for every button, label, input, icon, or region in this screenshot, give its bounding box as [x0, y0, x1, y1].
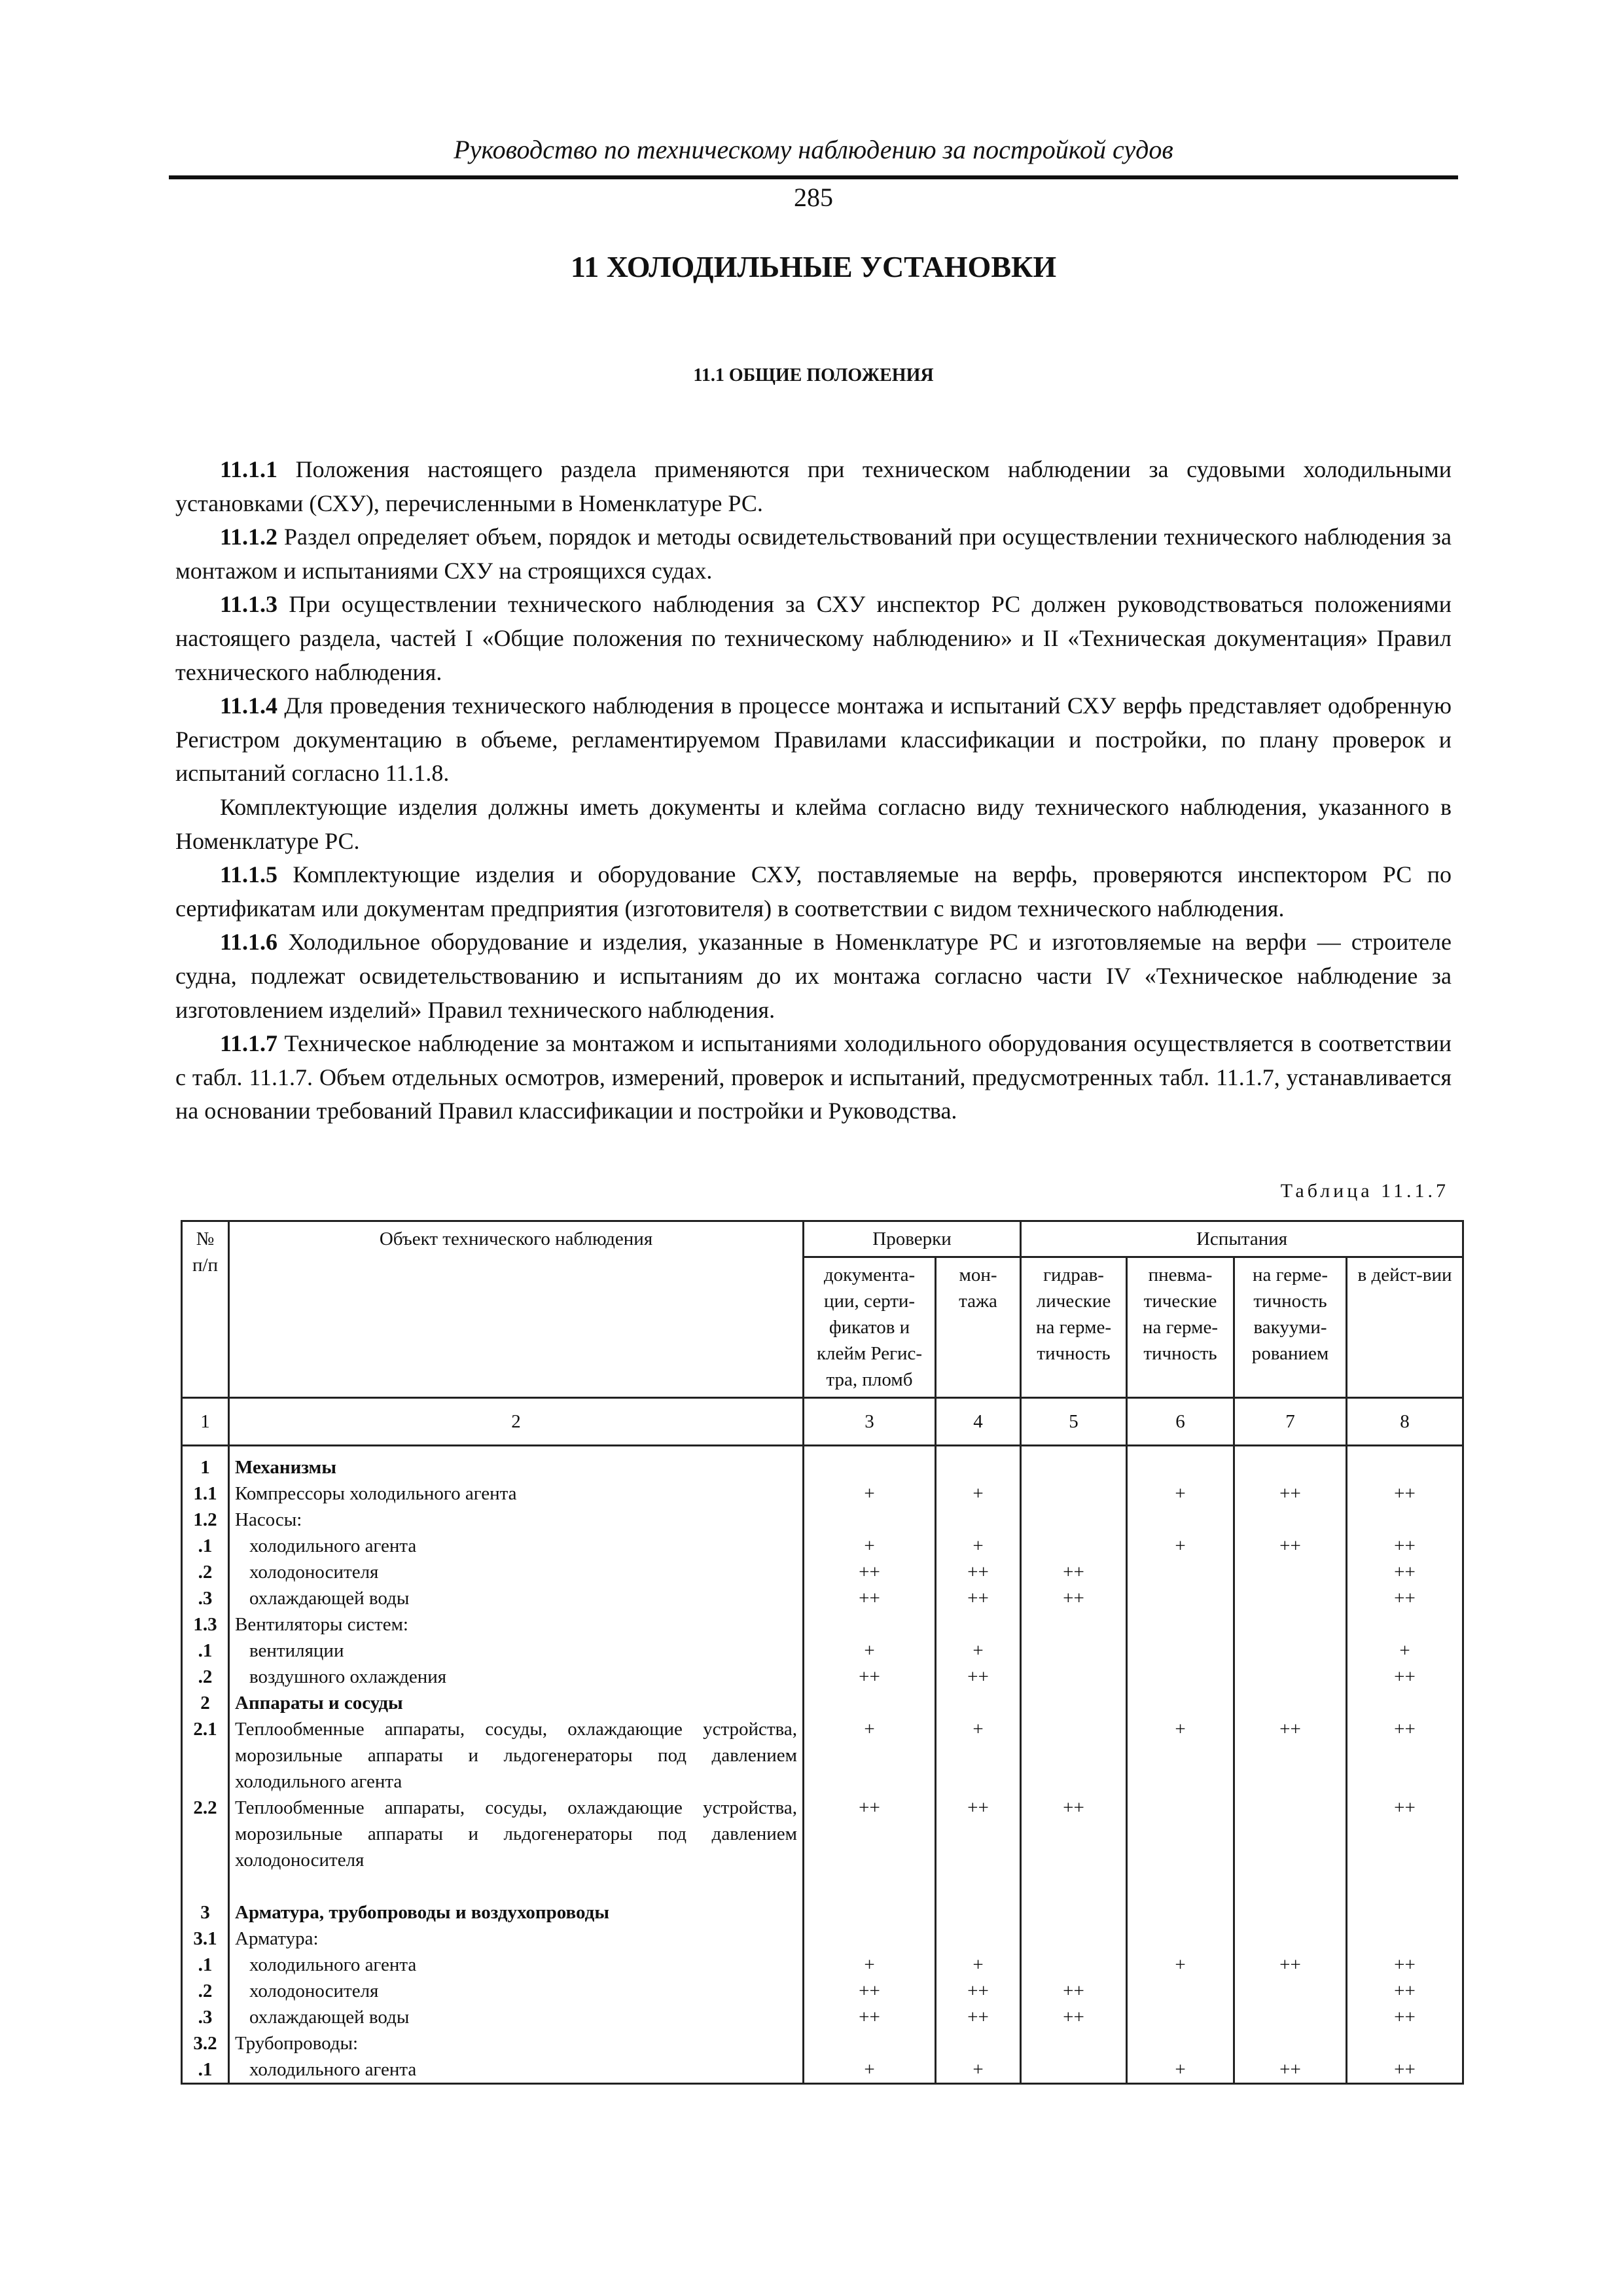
row-mark: ++ — [1234, 1480, 1347, 1507]
chapter-title: 11 ХОЛОДИЛЬНЫЕ УСТАНОВКИ — [570, 250, 1057, 283]
row-number: .1 — [182, 1638, 229, 1664]
row-number: 1.3 — [182, 1611, 229, 1638]
row-mark — [1127, 2030, 1234, 2056]
row-mark — [1234, 1899, 1347, 1926]
column-number: 5 — [1021, 1398, 1127, 1446]
row-object: Насосы: — [229, 1507, 804, 1533]
paragraph-number: 11.1.3 — [220, 591, 278, 618]
row-mark — [1127, 1507, 1234, 1533]
row-object: охлаждающей воды — [229, 1585, 804, 1611]
row-object: Механизмы — [229, 1446, 804, 1481]
row-mark — [1021, 1952, 1127, 1978]
column-number: 7 — [1234, 1398, 1347, 1446]
row-mark — [1021, 1926, 1127, 1952]
row-number: 2.1 — [182, 1716, 229, 1795]
running-title: Руководство по техническому наблюдению за постройкой судов — [454, 135, 1173, 164]
body-text — [175, 453, 1452, 1128]
empty-cell — [1347, 1873, 1463, 1899]
row-mark: ++ — [936, 1664, 1021, 1690]
row-mark — [1021, 1507, 1127, 1533]
empty-cell — [182, 1873, 229, 1899]
paragraph-components — [175, 791, 1452, 858]
row-mark — [1127, 1585, 1234, 1611]
row-mark: ++ — [804, 1559, 936, 1585]
row-object: холодоносителя — [229, 1978, 804, 2004]
row-mark — [1234, 2030, 1347, 2056]
row-number: 2 — [182, 1690, 229, 1716]
row-object: холодоносителя — [229, 1559, 804, 1585]
row-object: Теплообменные аппараты, сосуды, охлаждающие устройства, морозильные аппараты и льдогенераторы под давлением холодоносителя — [229, 1795, 804, 1873]
row-mark: + — [1127, 2056, 1234, 2084]
paragraph-number: 11.1.2 — [220, 524, 278, 550]
header-documentation: документа-ции, серти-фикатов и клейм Регис-тра, пломб — [804, 1257, 936, 1398]
row-object: Арматура, трубопроводы и воздухопроводы — [229, 1899, 804, 1926]
row-object: вентиляции — [229, 1638, 804, 1664]
row-mark — [1234, 1446, 1347, 1481]
row-number: 1 — [182, 1446, 229, 1481]
row-mark: ++ — [936, 1585, 1021, 1611]
row-mark — [1234, 1978, 1347, 2004]
row-mark: ++ — [1234, 2056, 1347, 2084]
paragraph-text: Холодильное оборудование и изделия, указанные в Номенклатуре РС и изготовляемые на верфи — строителе судна, подлежат освидетельствованию и испытаниям до их монтажа согласно части IV «Техническое наблюдение за изготовлением изделий» Правил технического наблюдения. — [175, 929, 1452, 1023]
row-number: 1.1 — [182, 1480, 229, 1507]
row-mark: ++ — [936, 2004, 1021, 2030]
table-body — [182, 1446, 1463, 2084]
column-number: 8 — [1347, 1398, 1463, 1446]
paragraph-11-1-2 — [175, 520, 1452, 588]
row-object: охлаждающей воды — [229, 2004, 804, 2030]
column-number: 2 — [229, 1398, 804, 1446]
row-mark: ++ — [936, 1795, 1021, 1873]
row-mark: + — [804, 1716, 936, 1795]
row-mark: + — [1127, 1952, 1234, 1978]
row-mark — [936, 1507, 1021, 1533]
paragraph-number: 11.1.4 — [220, 692, 278, 719]
row-object: Аппараты и сосуды — [229, 1690, 804, 1716]
row-mark: ++ — [1347, 1480, 1463, 1507]
row-mark: + — [804, 1952, 936, 1978]
row-number: 3 — [182, 1899, 229, 1926]
row-mark — [804, 1926, 936, 1952]
empty-cell — [1234, 1873, 1347, 1899]
row-mark — [804, 1611, 936, 1638]
table-row — [182, 1978, 1463, 2004]
row-number: .1 — [182, 1952, 229, 1978]
row-object: воздушного охлаждения — [229, 1664, 804, 1690]
column-numbers-row — [182, 1398, 1463, 1446]
row-mark: ++ — [1021, 1978, 1127, 2004]
row-mark — [804, 1507, 936, 1533]
row-object: холодильного агента — [229, 2056, 804, 2084]
row-mark — [804, 2030, 936, 2056]
row-mark: + — [1127, 1480, 1234, 1507]
section-title: 11.1 ОБЩИЕ ПОЛОЖЕНИЯ — [693, 365, 934, 386]
header-operation: в дейст-вии — [1347, 1257, 1463, 1398]
row-mark — [1234, 1690, 1347, 1716]
header-vacuum: на герме-тичность вакууми-рованием — [1234, 1257, 1347, 1398]
paragraph-text: Комплектующие изделия и оборудование СХУ, поставляемые на верфь, проверяются инспектором РС по сертификатам или документам предприятия (изготовителя) в соответствии с видом технического наблюдения. — [175, 861, 1452, 922]
row-mark — [1021, 2056, 1127, 2084]
row-mark: ++ — [1347, 1559, 1463, 1585]
row-mark: ++ — [1021, 1559, 1127, 1585]
row-mark: + — [804, 1480, 936, 1507]
row-mark — [1127, 1899, 1234, 1926]
row-mark — [1347, 1899, 1463, 1926]
row-number: .1 — [182, 1533, 229, 1559]
paragraph-text: Техническое наблюдение за монтажом и испытаниями холодильного оборудования осуществляется в соответствии с табл. 11.1.7. Объем отдельных осмотров, измерений, проверок и испытаний, предусмотренных табл. 11.1.7, устанавливается на основании требований Правил классификации и постройки и Руководства. — [175, 1030, 1452, 1124]
row-mark — [1234, 2004, 1347, 2030]
row-mark — [1234, 1795, 1347, 1873]
table-row — [182, 1952, 1463, 1978]
row-number: 3.1 — [182, 1926, 229, 1952]
row-mark — [1127, 1446, 1234, 1481]
row-mark — [1021, 1690, 1127, 1716]
row-mark: + — [804, 2056, 936, 2084]
header-pneumatic: пневма-тические на герме-тичность — [1127, 1257, 1234, 1398]
row-mark — [1347, 1446, 1463, 1481]
row-mark — [1234, 1585, 1347, 1611]
row-mark — [1234, 1664, 1347, 1690]
row-mark: ++ — [1347, 1664, 1463, 1690]
empty-cell — [804, 1873, 936, 1899]
row-number: .3 — [182, 2004, 229, 2030]
row-mark — [1127, 2004, 1234, 2030]
row-mark — [1234, 1611, 1347, 1638]
table-row — [182, 2056, 1463, 2084]
paragraph-text: Положения настоящего раздела применяются при техническом наблюдении за судовыми холодильными установками (СХУ), перечисленными в Номенклатуре РС. — [175, 456, 1452, 516]
row-mark — [1234, 1926, 1347, 1952]
header-num: № п/п — [182, 1221, 229, 1398]
row-mark: ++ — [804, 1978, 936, 2004]
row-mark: ++ — [1234, 1716, 1347, 1795]
paragraph-text: Для проведения технического наблюдения в процессе монтажа и испытаний СХУ верфь представляет одобренную Регистром документацию в объеме, регламентируемом Правилами классификации и постройки, по плану проверок и испытаний согласно 11.1.8. — [175, 692, 1452, 787]
row-object: Трубопроводы: — [229, 2030, 804, 2056]
table-row — [182, 1926, 1463, 1952]
row-number: .2 — [182, 1978, 229, 2004]
row-mark — [1021, 1611, 1127, 1638]
table-row — [182, 1638, 1463, 1664]
paragraph-text: Раздел определяет объем, порядок и методы освидетельствований при осуществлении технического наблюдения за монтажом и испытаниями СХУ на строящихся судах. — [175, 524, 1452, 584]
row-object: Теплообменные аппараты, сосуды, охлаждающие устройства, морозильные аппараты и льдогенераторы под давлением холодильного агента — [229, 1716, 804, 1795]
row-mark: ++ — [1347, 1978, 1463, 2004]
inspection-table — [181, 1220, 1464, 2085]
row-mark — [1021, 1533, 1127, 1559]
row-mark: + — [936, 2056, 1021, 2084]
table-row — [182, 1446, 1463, 1481]
table-caption: Таблица 11.1.7 — [1280, 1180, 1449, 1202]
row-mark — [936, 1926, 1021, 1952]
column-number: 1 — [182, 1398, 229, 1446]
table-row — [182, 1559, 1463, 1585]
row-number: 2.2 — [182, 1795, 229, 1873]
row-mark: ++ — [804, 2004, 936, 2030]
row-mark — [1127, 1926, 1234, 1952]
empty-cell — [229, 1873, 804, 1899]
page-number: 285 — [794, 183, 833, 212]
row-mark: ++ — [1021, 2004, 1127, 2030]
row-mark — [1127, 1638, 1234, 1664]
row-mark — [1021, 1480, 1127, 1507]
row-mark: ++ — [1347, 2056, 1463, 2084]
paragraph-number: 11.1.5 — [220, 861, 278, 888]
row-mark — [936, 1611, 1021, 1638]
row-mark: + — [936, 1533, 1021, 1559]
empty-cell — [1021, 1873, 1127, 1899]
row-mark — [1127, 1559, 1234, 1585]
paragraph-11-1-3 — [175, 588, 1452, 689]
row-number: .2 — [182, 1664, 229, 1690]
row-mark: ++ — [804, 1664, 936, 1690]
header-rule — [169, 175, 1458, 179]
table-row — [182, 1716, 1463, 1795]
paragraph-number: 11.1.6 — [220, 929, 278, 956]
paragraph-number: 11.1.1 — [220, 456, 278, 482]
paragraph-11-1-1 — [175, 453, 1452, 520]
row-mark: ++ — [1021, 1795, 1127, 1873]
row-mark — [1234, 1638, 1347, 1664]
row-number: 1.2 — [182, 1507, 229, 1533]
row-mark — [1021, 1664, 1127, 1690]
paragraph-11-1-7 — [175, 1027, 1452, 1128]
paragraph-11-1-5 — [175, 858, 1452, 925]
row-mark — [1021, 1638, 1127, 1664]
row-number: .3 — [182, 1585, 229, 1611]
header-checks: Проверки — [804, 1221, 1021, 1257]
row-mark: + — [936, 1638, 1021, 1664]
table-row — [182, 1899, 1463, 1926]
row-mark — [1127, 1664, 1234, 1690]
row-mark — [1127, 1978, 1234, 2004]
row-mark: ++ — [936, 1559, 1021, 1585]
row-mark — [936, 1899, 1021, 1926]
row-object: Арматура: — [229, 1926, 804, 1952]
table-row — [182, 1664, 1463, 1690]
row-mark — [1347, 2030, 1463, 2056]
row-mark: + — [1347, 1638, 1463, 1664]
table-row — [182, 1611, 1463, 1638]
row-mark: ++ — [804, 1795, 936, 1873]
row-mark — [936, 1446, 1021, 1481]
row-mark: ++ — [1347, 2004, 1463, 2030]
row-mark: + — [936, 1952, 1021, 1978]
header-installation: мон-тажа — [936, 1257, 1021, 1398]
row-number: .1 — [182, 2056, 229, 2084]
row-mark — [1127, 1611, 1234, 1638]
row-mark — [804, 1690, 936, 1716]
row-object: Вентиляторы систем: — [229, 1611, 804, 1638]
row-mark: ++ — [1347, 1533, 1463, 1559]
header-object: Объект технического наблюдения — [229, 1221, 804, 1398]
paragraph-text: Комплектующие изделия должны иметь документы и клейма согласно виду технического наблюдения, указанного в Номенклатуре РС. — [175, 793, 1452, 854]
row-mark — [804, 1446, 936, 1481]
table-row — [182, 1507, 1463, 1533]
row-object: холодильного агента — [229, 1952, 804, 1978]
row-mark: ++ — [1021, 1585, 1127, 1611]
row-mark — [1021, 2030, 1127, 2056]
row-mark — [1347, 1690, 1463, 1716]
row-mark: + — [936, 1480, 1021, 1507]
paragraph-number: 11.1.7 — [220, 1030, 278, 1057]
column-number: 6 — [1127, 1398, 1234, 1446]
paragraph-11-1-6 — [175, 925, 1452, 1027]
row-mark — [936, 1690, 1021, 1716]
row-mark — [1234, 1507, 1347, 1533]
row-mark — [1234, 1559, 1347, 1585]
row-mark: ++ — [936, 1978, 1021, 2004]
row-number: 3.2 — [182, 2030, 229, 2056]
row-mark: + — [936, 1716, 1021, 1795]
row-mark: + — [1127, 1533, 1234, 1559]
row-number: .2 — [182, 1559, 229, 1585]
row-mark: ++ — [1234, 1952, 1347, 1978]
paragraph-11-1-4 — [175, 689, 1452, 791]
row-mark — [1347, 1507, 1463, 1533]
row-mark — [1021, 1899, 1127, 1926]
row-mark: ++ — [1234, 1533, 1347, 1559]
row-mark — [1127, 1795, 1234, 1873]
table-row — [182, 1533, 1463, 1559]
row-mark — [936, 2030, 1021, 2056]
row-mark — [1021, 1446, 1127, 1481]
header-hydraulic: гидрав-лические на герме-тичность — [1021, 1257, 1127, 1398]
row-mark — [804, 1899, 936, 1926]
row-mark: ++ — [1347, 1585, 1463, 1611]
table-row — [182, 2004, 1463, 2030]
column-number: 3 — [804, 1398, 936, 1446]
row-mark: + — [1127, 1716, 1234, 1795]
row-mark: + — [804, 1638, 936, 1664]
table-spacer-row — [182, 1873, 1463, 1899]
row-mark: ++ — [804, 1585, 936, 1611]
row-mark — [1127, 1690, 1234, 1716]
row-mark: ++ — [1347, 1952, 1463, 1978]
row-mark: ++ — [1347, 1795, 1463, 1873]
paragraph-text: При осуществлении технического наблюдения за СХУ инспектор РС должен руководствоваться положениями настоящего раздела, частей I «Общие положения по техническому наблюдению» и II «Техническая документация» Правил технического наблюдения. — [175, 591, 1452, 685]
row-mark — [1347, 1926, 1463, 1952]
table-row — [182, 1480, 1463, 1507]
empty-cell — [936, 1873, 1021, 1899]
empty-cell — [1127, 1873, 1234, 1899]
row-mark: + — [804, 1533, 936, 1559]
table-row — [182, 1585, 1463, 1611]
row-mark — [1021, 1716, 1127, 1795]
table-row — [182, 1795, 1463, 1873]
row-mark: ++ — [1347, 1716, 1463, 1795]
column-number: 4 — [936, 1398, 1021, 1446]
table-row — [182, 2030, 1463, 2056]
row-object: холодильного агента — [229, 1533, 804, 1559]
row-mark — [1347, 1611, 1463, 1638]
table-row — [182, 1690, 1463, 1716]
header-tests: Испытания — [1021, 1221, 1463, 1257]
row-object: Компрессоры холодильного агента — [229, 1480, 804, 1507]
